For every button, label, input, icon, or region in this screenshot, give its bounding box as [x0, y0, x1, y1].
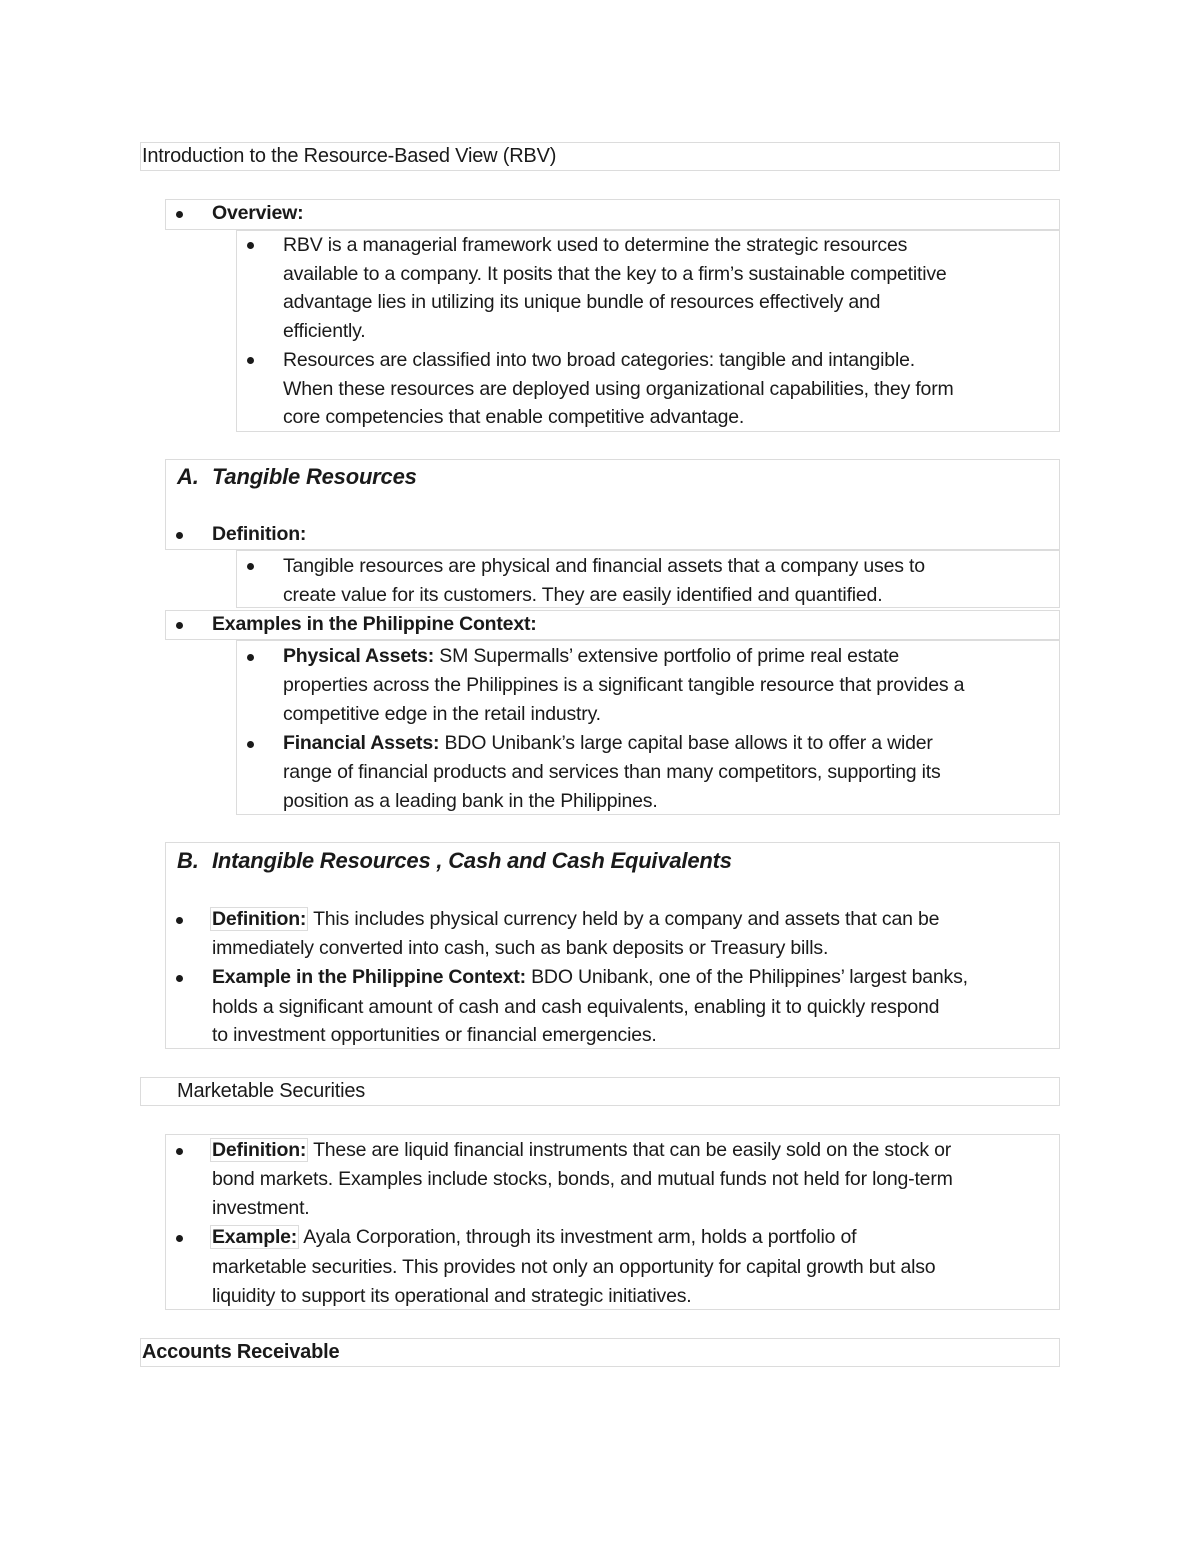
overview-bullet-2-line-2: When these resources are deployed using organizational capabilities, they form — [283, 378, 954, 400]
cash-example-text: BDO Unibank, one of the Philippines’ largest banks, — [525, 966, 968, 988]
financial-assets-label: Financial Assets: — [283, 732, 440, 754]
overview-bullet-1-line-2: available to a company. It posits that the key to a firm’s sustainable competitive — [283, 263, 947, 285]
physical-assets-line-3: competitive edge in the retail industry. — [283, 703, 601, 725]
section-b-letter: B. — [177, 848, 199, 873]
bullet-icon — [247, 242, 254, 249]
bullet-icon — [247, 563, 254, 570]
bullet-icon — [247, 654, 254, 661]
section-b-title: Intangible Resources , Cash and Cash Equivalents — [212, 848, 732, 873]
marketable-title: Marketable Securities — [177, 1080, 366, 1102]
receivable-title: Accounts Receivable — [142, 1341, 340, 1363]
cash-example-line-2: holds a significant amount of cash and cash equivalents, enabling it to quickly respond — [212, 996, 940, 1018]
bullet-icon — [176, 211, 183, 218]
cash-definition-label: Definition: — [212, 908, 307, 930]
overview-bullet-2-line-3: core competencies that enable competitive advantage. — [283, 406, 745, 428]
definition-line-1: Tangible resources are physical and financial assets that a company uses to — [283, 555, 925, 577]
overview-bullet-1-line-4: efficiently. — [283, 320, 366, 342]
bullet-icon — [176, 917, 183, 924]
bullet-icon — [176, 622, 183, 629]
marketable-example-line-2: marketable securities. This provides not only an opportunity for capital growth but also — [212, 1256, 936, 1278]
overview-label: Overview: — [212, 202, 304, 224]
overview-bullet-1-line-3: advantage lies in utilizing its unique bundle of resources effectively and — [283, 291, 881, 313]
bullet-icon — [176, 1235, 183, 1242]
bullet-icon — [176, 532, 183, 539]
cash-example-label: Example in the Philippine Context: — [212, 966, 526, 988]
financial-assets-text: BDO Unibank’s large capital base allows it to offer a wider — [439, 732, 933, 754]
overview-bullet-1-line-1: RBV is a managerial framework used to determine the strategic resources — [283, 234, 908, 256]
marketable-example-line-3: liquidity to support its operational and strategic initiatives. — [212, 1285, 692, 1307]
marketable-definition-line-3: investment. — [212, 1197, 310, 1219]
marketable-definition-line-1 — [212, 1136, 951, 1165]
bullet-icon — [247, 357, 254, 364]
financial-assets-line-3: position as a leading bank in the Philippines. — [283, 790, 658, 812]
section-a-title: Tangible Resources — [212, 464, 417, 489]
examples-label: Examples in the Philippine Context: — [212, 613, 537, 635]
marketable-definition-text: These are liquid financial instruments that can be easily sold on the stock or — [308, 1139, 952, 1161]
marketable-example-label: Example: — [212, 1226, 298, 1248]
section-a-letter: A. — [177, 464, 199, 489]
bullet-icon — [176, 1148, 183, 1155]
cash-definition-line-1 — [212, 905, 939, 934]
marketable-example-text: Ayala Corporation, through its investment arm, holds a portfolio of — [299, 1226, 857, 1248]
definition-line-2: create value for its customers. They are easily identified and quantified. — [283, 584, 883, 606]
cash-example-line-3: to investment opportunities or financial emergencies. — [212, 1024, 657, 1046]
cash-example-line-1 — [212, 963, 968, 992]
bullet-icon — [247, 741, 254, 748]
marketable-definition-line-2: bond markets. Examples include stocks, bonds, and mutual funds not held for long-term — [212, 1168, 953, 1190]
financial-assets-line-1 — [283, 729, 933, 758]
marketable-definition-label: Definition: — [212, 1139, 307, 1161]
marketable-example-line-1 — [212, 1223, 856, 1252]
physical-assets-line-1 — [283, 642, 899, 671]
page-title: Introduction to the Resource-Based View (RBV) — [142, 145, 557, 167]
cash-definition-text: This includes physical currency held by a company and assets that can be — [308, 908, 940, 930]
overview-bullet-2-line-1: Resources are classified into two broad categories: tangible and intangible. — [283, 349, 915, 371]
physical-assets-text: SM Supermalls’ extensive portfolio of prime real estate — [434, 645, 900, 667]
cash-definition-line-2: immediately converted into cash, such as bank deposits or Treasury bills. — [212, 937, 829, 959]
definition-label: Definition: — [212, 523, 307, 545]
bullet-icon — [176, 975, 183, 982]
physical-assets-label: Physical Assets: — [283, 645, 435, 667]
financial-assets-line-2: range of financial products and services than many competitors, supporting its — [283, 761, 941, 783]
physical-assets-line-2: properties across the Philippines is a significant tangible resource that provides a — [283, 674, 965, 696]
